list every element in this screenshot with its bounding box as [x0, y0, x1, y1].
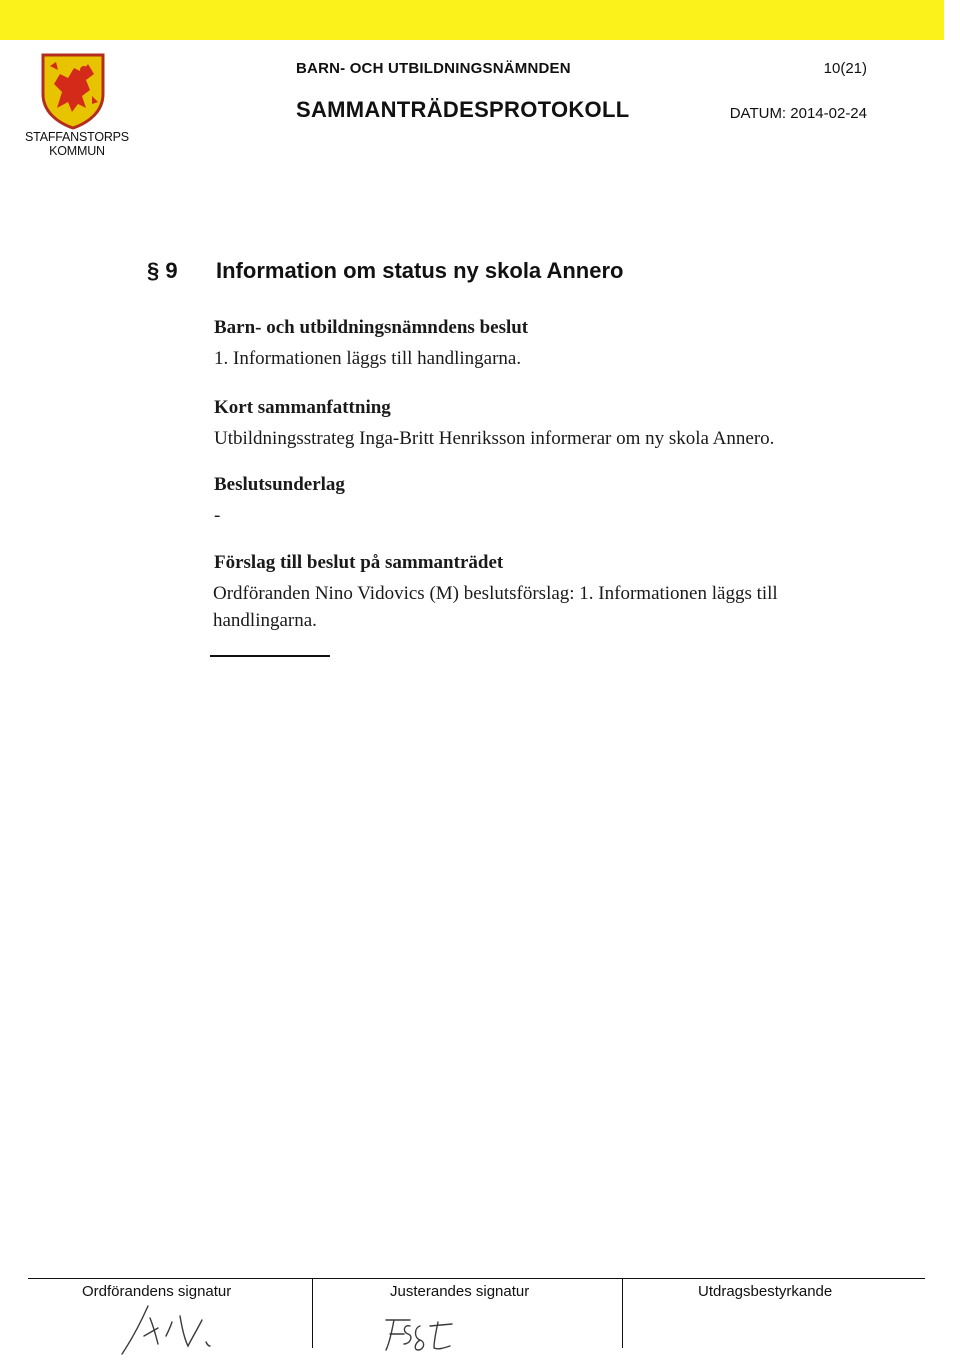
- chair-signature: [110, 1298, 230, 1360]
- adjuster-signature-label: Justerandes signatur: [390, 1283, 530, 1300]
- footer-divider: [312, 1278, 313, 1348]
- proposal-line-1: Ordföranden Nino Vidovics (M) beslutsförslag: 1. Informationen läggs till: [213, 583, 778, 604]
- committee-name: BARN- OCH UTBILDNINGSNÄMNDEN: [296, 60, 571, 77]
- meeting-date: DATUM: 2014-02-24: [729, 105, 867, 122]
- section-end-rule: [210, 655, 330, 657]
- proposal-heading: Förslag till beslut på sammanträdet: [214, 552, 504, 573]
- section-number: § 9: [147, 258, 178, 283]
- footer-divider: [622, 1278, 623, 1348]
- proposal-line-2: handlingarna.: [213, 610, 317, 631]
- adjuster-signature: [380, 1314, 470, 1358]
- section-title: Information om status ny skola Annero: [216, 258, 624, 283]
- extract-certification-label: Utdragsbestyrkande: [698, 1283, 833, 1300]
- basis-heading: Beslutsunderlag: [214, 474, 345, 495]
- page-number: 10(21): [823, 60, 867, 77]
- summary-heading: Kort sammanfattning: [214, 397, 391, 418]
- top-highlight-bar: [0, 0, 944, 40]
- municipality-name: STAFFANSTORPS KOMMUN: [25, 130, 129, 158]
- document-type: SAMMANTRÄDESPROTOKOLL: [296, 97, 630, 122]
- footer-rule: [28, 1278, 925, 1279]
- municipality-logo: [25, 52, 129, 158]
- decision-item: 1. Informationen läggs till handlingarna.: [214, 348, 522, 369]
- decision-heading: Barn- och utbildningsnämndens beslut: [214, 317, 529, 338]
- summary-text: Utbildningsstrateg Inga-Britt Henriksson informerar om ny skola Annero.: [214, 428, 775, 449]
- basis-text: -: [214, 505, 221, 526]
- municipality-crest-icon: [40, 52, 106, 130]
- chair-signature-label: Ordförandens signatur: [82, 1283, 232, 1300]
